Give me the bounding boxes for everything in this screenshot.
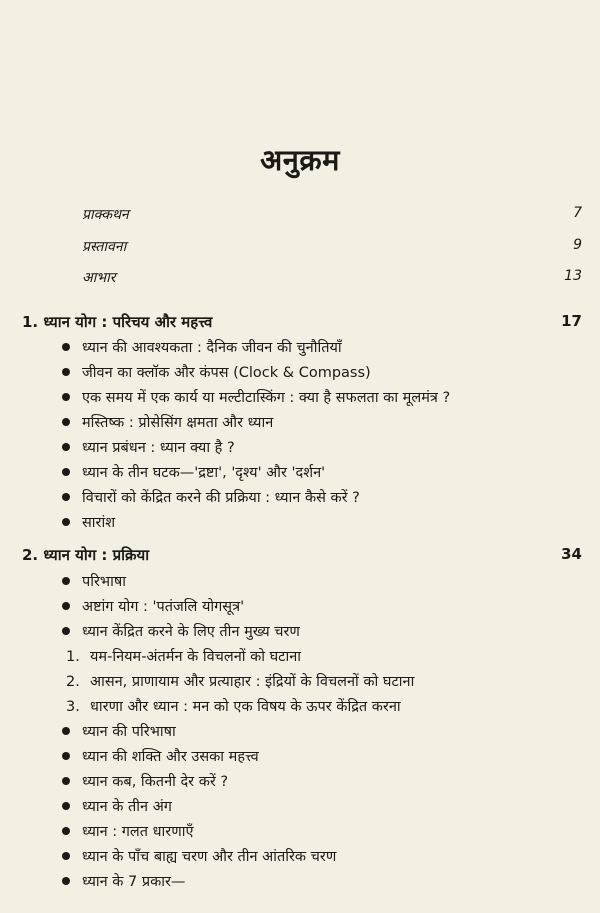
bullet-icon bbox=[62, 727, 70, 735]
entry-label: प्राक्कथन bbox=[82, 207, 129, 223]
list-item: मस्तिष्क : प्रोसेसिंग क्षमता और ध्यान bbox=[62, 412, 582, 432]
chapter-page: 17 bbox=[561, 312, 582, 330]
entry-page: 9 bbox=[573, 237, 582, 253]
list-item: ध्यान की शक्ति और उसका महत्त्व bbox=[62, 746, 582, 766]
page-title: अनुक्रम bbox=[260, 143, 340, 177]
chapter-title: 2. ध्यान योग : प्रक्रिया bbox=[22, 546, 150, 564]
bullet-icon bbox=[62, 827, 70, 835]
bullet-icon bbox=[62, 418, 70, 426]
chapter-title: 1. ध्यान योग : परिचय और महत्त्व bbox=[22, 313, 213, 331]
chapter-page: 34 bbox=[561, 545, 582, 563]
list-item: ध्यान के तीन घटक—'द्रष्टा', 'दृश्य' और 'दर्शन' bbox=[62, 462, 582, 482]
list-item: एक समय में एक कार्य या मल्टीटास्किंग : क्या है सफलता का मूलमंत्र ? bbox=[62, 387, 582, 407]
list-item: जीवन का क्लॉक और कंपस (Clock & Compass) bbox=[62, 362, 582, 382]
numbered-item: 2. आसन, प्राणायाम और प्रत्याहार : इंद्रियों के विचलनों को घटाना bbox=[66, 674, 415, 690]
bullet-icon bbox=[62, 752, 70, 760]
list-item: ध्यान कब, कितनी देर करें ? bbox=[62, 771, 582, 791]
entry-label: प्रस्तावना bbox=[82, 239, 127, 255]
bullet-icon bbox=[62, 627, 70, 635]
list-item: परिभाषा bbox=[62, 571, 582, 591]
entry-page: 7 bbox=[573, 205, 582, 221]
list-item: अष्टांग योग : 'पतंजलि योगसूत्र' bbox=[62, 596, 582, 616]
list-item: ध्यान की परिभाषा bbox=[62, 721, 582, 741]
bullet-icon bbox=[62, 518, 70, 526]
bullet-icon bbox=[62, 393, 70, 401]
bullet-icon bbox=[62, 343, 70, 351]
entry-page: 13 bbox=[564, 268, 582, 284]
bullet-icon bbox=[62, 468, 70, 476]
list-item: ध्यान के 7 प्रकार— bbox=[62, 871, 582, 891]
chapter-heading bbox=[22, 545, 582, 565]
bullet-icon bbox=[62, 577, 70, 585]
bullet-icon bbox=[62, 368, 70, 376]
list-item: ध्यान प्रबंधन : ध्यान क्या है ? bbox=[62, 437, 582, 457]
bullet-icon bbox=[62, 777, 70, 785]
list-item: ध्यान के पाँच बाह्य चरण और तीन आंतरिक चरण bbox=[62, 846, 582, 866]
list-item: ध्यान के तीन अंग bbox=[62, 796, 582, 816]
list-item: सारांश bbox=[62, 512, 582, 532]
bullet-icon bbox=[62, 852, 70, 860]
bullet-icon bbox=[62, 802, 70, 810]
chapter-heading bbox=[22, 312, 582, 332]
entry-label: आभार bbox=[82, 270, 116, 286]
numbered-item: 1. यम-नियम-अंतर्मन के विचलनों को घटाना bbox=[66, 649, 302, 665]
list-item: ध्यान केंद्रित करने के लिए तीन मुख्य चरण bbox=[62, 621, 582, 641]
numbered-item: 3. धारणा और ध्यान : मन को एक विषय के ऊपर केंद्रित करना bbox=[66, 699, 401, 715]
list-item: विचारों को केंद्रित करने की प्रक्रिया : ध्यान कैसे करें ? bbox=[62, 487, 582, 507]
bullet-icon bbox=[62, 877, 70, 885]
bullet-icon bbox=[62, 443, 70, 451]
list-item: ध्यान : गलत धारणाएँ bbox=[62, 821, 582, 841]
bullet-icon bbox=[62, 602, 70, 610]
list-item: ध्यान की आवश्यकता : दैनिक जीवन की चुनौतियाँ bbox=[62, 337, 582, 357]
bullet-icon bbox=[62, 493, 70, 501]
